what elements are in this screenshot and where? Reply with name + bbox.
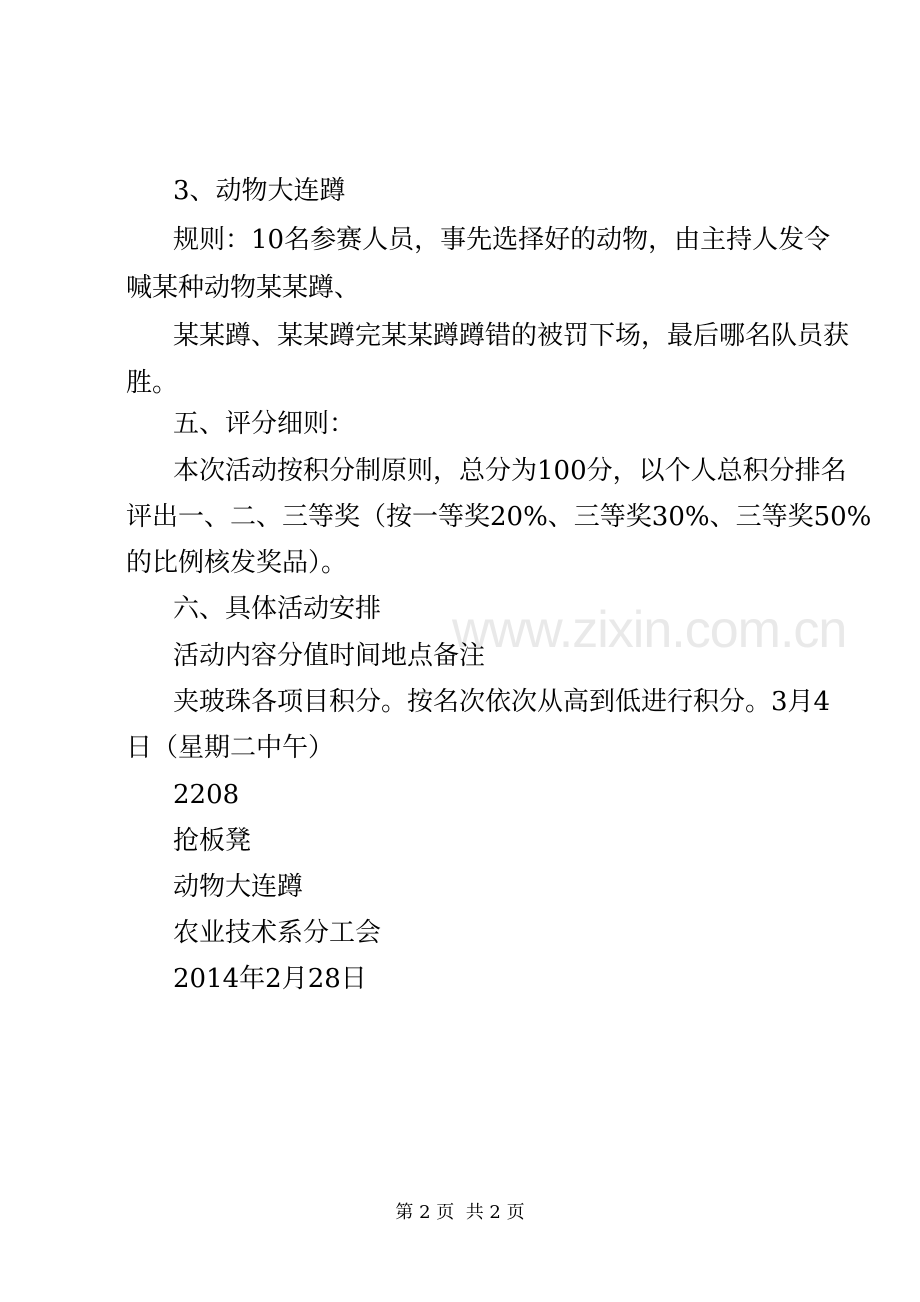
schedule-line-2: 日（星期二中午）	[126, 733, 335, 763]
scoring-line-3: 的比例核发奖品）。	[126, 548, 348, 578]
page-footer: 第 2 页 共 2 页	[395, 1202, 525, 1223]
schedule-item-animal-squat: 动物大连蹲	[173, 872, 304, 902]
scoring-line-2: 评出一、二、三等奖（按一等奖20%、三等奖30%、三等奖50%	[126, 502, 872, 532]
schedule-item-chair: 抢板凳	[173, 826, 252, 856]
rule-line-3: 某某蹲、某某蹲完某某蹲蹲错的被罚下场，最后哪名队员获	[173, 321, 850, 351]
schedule-room: 2208	[173, 780, 240, 810]
rule-line-1: 规则：10名参赛人员，事先选择好的动物，由主持人发令	[173, 225, 831, 255]
rule-line-2: 喊某种动物某某蹲、	[126, 273, 361, 303]
schedule-line-1: 夹玻珠各项目积分。按名次依次从高到低进行积分。3月4	[173, 687, 831, 717]
section-heading-schedule: 六、具体活动安排	[173, 594, 382, 624]
scoring-line-1: 本次活动按积分制原则，总分为100分，以个人总积分排名	[173, 456, 847, 486]
organizer-name: 农业技术系分工会	[173, 918, 382, 948]
section-heading-animal-squat: 3、动物大连蹲	[173, 176, 346, 206]
schedule-header: 活动内容分值时间地点备注	[173, 641, 486, 671]
section-heading-scoring: 五、评分细则：	[173, 409, 356, 439]
document-date: 2014年2月28日	[173, 964, 367, 994]
watermark: www.zixin.com.cn	[452, 601, 847, 659]
rule-line-4: 胜。	[126, 368, 179, 398]
